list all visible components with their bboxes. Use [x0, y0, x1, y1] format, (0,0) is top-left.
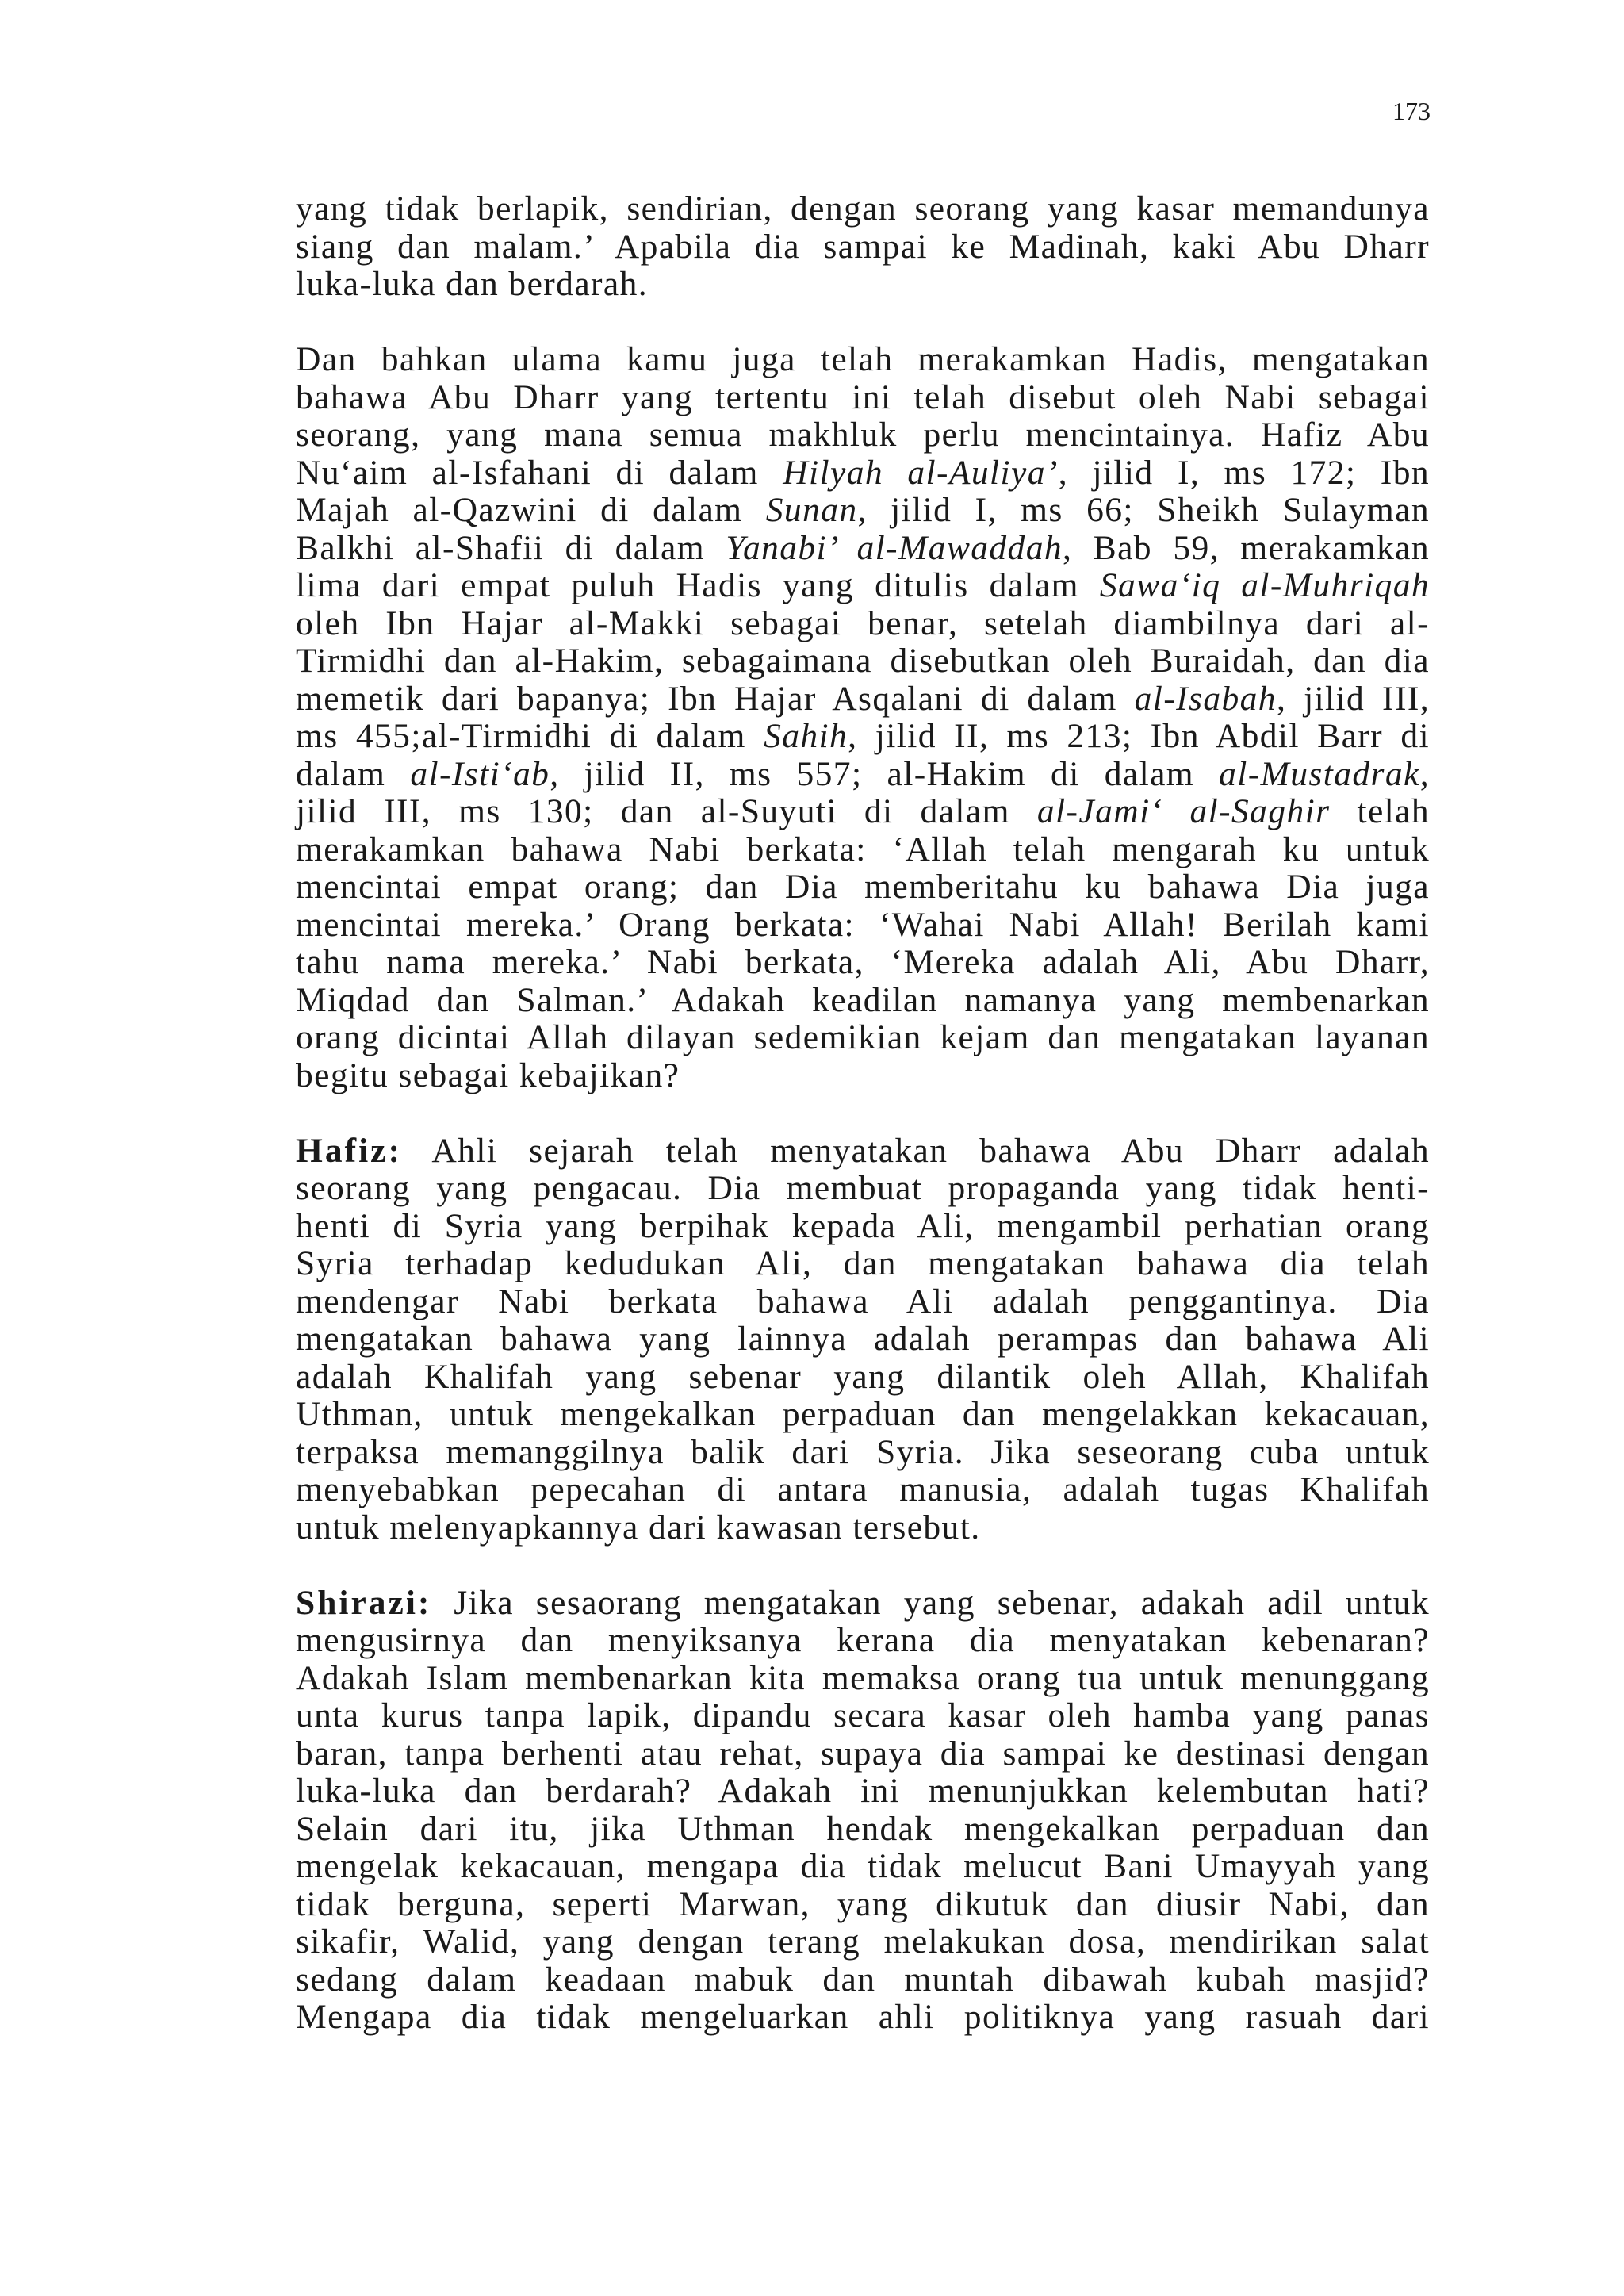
text-run: mencintai mereka.’ Orang berkata: ‘Wahai Nabi Allah! Berilah kami: [296, 905, 1430, 944]
text-line: [296, 1509, 1430, 1547]
text-run: orang dicintai Allah dilayan sedemikian kejam dan mengatakan layanan: [296, 1018, 1430, 1056]
text-run: , jilid II, ms 213; Ibn Abdil Barr di: [848, 717, 1430, 755]
text-line: [296, 1660, 1430, 1698]
book-title: al-Mustadrak: [1219, 754, 1420, 793]
text-run: siang dan malam.’ Apabila dia sampai ke Madinah, kaki Abu Dharr: [296, 227, 1430, 266]
text-line: [296, 454, 1430, 493]
text-line: [296, 680, 1430, 719]
text-run: memetik dari bapanya; Ibn Hajar Asqalani di dalam: [296, 679, 1135, 718]
text-run: , jilid II, ms 557; al-Hakim di dalam: [550, 754, 1220, 793]
text-run: bahawa Abu Dharr yang tertentu ini telah disebut oleh Nabi sebagai: [296, 378, 1430, 416]
text-run: seorang yang pengacau. Dia membuat propaganda yang tidak henti-: [296, 1169, 1430, 1207]
text-line: [296, 1735, 1430, 1773]
text-line: [296, 944, 1430, 982]
text-line: [296, 982, 1430, 1020]
text-run: adalah Khalifah yang sebenar yang dilantik oleh Allah, Khalifah: [296, 1357, 1430, 1396]
paragraph: [296, 1133, 1430, 1547]
speaker-label: Shirazi:: [296, 1583, 432, 1622]
text-run: jilid III, ms 130; dan al-Suyuti di dalam: [296, 792, 1037, 830]
text-run: seorang, yang mana semua makhluk perlu mencintainya. Hafiz Abu: [296, 416, 1430, 454]
text-line: [296, 907, 1430, 945]
text-line: [296, 1773, 1430, 1811]
text-run: untuk melenyapkannya dari kawasan tersebut.: [296, 1508, 981, 1547]
text-line: [296, 379, 1430, 417]
text-run: sikafir, Walid, yang dengan terang melakukan dosa, mendirikan salat: [296, 1922, 1430, 1961]
text-line: [296, 1471, 1430, 1509]
text-run: Miqdad dan Salman.’ Adakah keadilan namanya yang membenarkan: [296, 980, 1430, 1019]
text-run: menyebabkan pepecahan di antara manusia, adalah tugas Khalifah: [296, 1470, 1430, 1508]
text-run: , Bab 59, merakamkan: [1063, 528, 1430, 567]
speaker-label: Hafiz:: [296, 1131, 402, 1170]
text-line: [296, 1245, 1430, 1283]
text-run: ms 455;al-Tirmidhi di dalam: [296, 717, 764, 755]
text-line: [296, 1359, 1430, 1397]
text-run: Tirmidhi dan al-Hakim, sebagaimana disebutkan oleh Buraidah, dan dia: [296, 642, 1430, 680]
text-run: , jilid III,: [1276, 679, 1430, 718]
book-title: Sahih: [764, 717, 848, 755]
text-run: ,: [1419, 754, 1430, 793]
text-run: unta kurus tanpa lapik, dipandu secara kasar oleh hamba yang panas: [296, 1696, 1430, 1734]
text-run: luka-luka dan berdarah.: [296, 265, 649, 303]
page-number: 173: [1392, 97, 1431, 125]
text-run: , jilid I, ms 66; Sheikh Sulayman: [857, 491, 1430, 529]
text-run: mengatakan bahawa yang lainnya adalah perampas dan bahawa Ali: [296, 1320, 1430, 1358]
text-line: [296, 266, 1430, 304]
text-line: [296, 190, 1430, 228]
text-line: [296, 868, 1430, 907]
book-title: Hilyah al-Auliya’: [783, 453, 1059, 492]
text-run: henti di Syria yang berpihak kepada Ali, mengambil perhatian orang: [296, 1206, 1430, 1245]
text-run: Mengapa dia tidak mengeluarkan ahli politiknya yang rasuah dari: [296, 1998, 1430, 2036]
text-run: Syria terhadap kedudukan Ali, dan mengatakan bahawa dia telah: [296, 1244, 1430, 1282]
text-line: [296, 1886, 1430, 1924]
text-run: yang tidak berlapik, sendirian, dengan seorang yang kasar memandunya: [296, 190, 1430, 228]
paragraph: [296, 190, 1430, 304]
paragraph: [296, 1585, 1430, 2037]
text-run: oleh Ibn Hajar al-Makki sebagai benar, setelah diambilnya dari al-: [296, 604, 1430, 642]
text-line: [296, 567, 1430, 605]
text-run: Majah al-Qazwini di dalam: [296, 491, 766, 529]
text-line: [296, 1434, 1430, 1472]
book-title: al-Isabah: [1134, 679, 1277, 718]
text-line: [296, 1208, 1430, 1246]
book-title: Sunan: [765, 491, 858, 529]
text-line: [296, 1133, 1430, 1171]
text-run: merakamkan bahawa Nabi berkata: ‘Allah telah mengarah ku untuk: [296, 830, 1430, 868]
text-line: [296, 1170, 1430, 1208]
text-run: sedang dalam keadaan mabuk dan muntah dibawah kubah masjid?: [296, 1960, 1430, 1999]
text-line: [296, 605, 1430, 643]
text-run: mengelak kekacauan, mengapa dia tidak melucut Bani Umayyah yang: [296, 1847, 1430, 1885]
text-run: luka-luka dan berdarah? Adakah ini menunjukkan kelembutan hati?: [296, 1772, 1430, 1810]
text-line: [296, 1923, 1430, 1961]
text-line: [296, 642, 1430, 680]
text-run: mencintai empat orang; dan Dia memberitahu ku bahawa Dia juga: [296, 868, 1430, 906]
text-run: mengusirnya dan menyiksanya kerana dia menyatakan kebenaran?: [296, 1621, 1430, 1659]
text-run: tahu nama mereka.’ Nabi berkata, ‘Mereka adalah Ali, Abu Dharr,: [296, 943, 1430, 981]
text-run: lima dari empat puluh Hadis yang ditulis dalam: [296, 566, 1100, 604]
text-line: [296, 718, 1430, 756]
text-line: [296, 228, 1430, 266]
book-title: al-Isti‘ab: [410, 754, 550, 793]
text-run: , jilid I, ms 172; Ibn: [1058, 453, 1430, 492]
text-run: Ahli sejarah telah menyatakan bahawa Abu Dharr adalah: [401, 1131, 1430, 1170]
text-line: [296, 492, 1430, 530]
text-line: [296, 416, 1430, 454]
text-line: [296, 1811, 1430, 1849]
text-line: [296, 1961, 1430, 1999]
text-run: baran, tanpa berhenti atau rehat, supaya dia sampai ke destinasi dengan: [296, 1734, 1430, 1773]
text-line: [296, 341, 1430, 379]
text-run: Jika sesaorang mengatakan yang sebenar, adakah adil untuk: [431, 1583, 1430, 1622]
text-run: mendengar Nabi berkata bahawa Ali adalah penggantinya. Dia: [296, 1282, 1430, 1320]
text-run: Selain dari itu, jika Uthman hendak mengekalkan perpaduan dan: [296, 1809, 1430, 1848]
book-title: Yanabi’ al-Mawaddah: [726, 528, 1063, 567]
body-text: [296, 190, 1430, 2037]
text-line: [296, 1585, 1430, 1623]
text-run: begitu sebagai kebajikan?: [296, 1056, 680, 1094]
text-line: [296, 1848, 1430, 1886]
text-run: dalam: [296, 754, 411, 793]
text-line: [296, 1019, 1430, 1057]
text-run: Dan bahkan ulama kamu juga telah merakamkan Hadis, mengatakan: [296, 340, 1430, 378]
paragraph: [296, 341, 1430, 1094]
text-line: [296, 530, 1430, 568]
text-line: [296, 1999, 1430, 2037]
text-run: telah: [1330, 792, 1430, 830]
text-line: [296, 1057, 1430, 1095]
text-run: Uthman, untuk mengekalkan perpaduan dan mengelakkan kekacauan,: [296, 1395, 1430, 1433]
text-line: [296, 1396, 1430, 1434]
text-line: [296, 1622, 1430, 1660]
text-run: terpaksa memanggilnya balik dari Syria. Jika seseorang cuba untuk: [296, 1432, 1430, 1471]
text-run: Balkhi al-Shafii di dalam: [296, 528, 726, 567]
book-title: Sawa‘iq al-Muhriqah: [1099, 566, 1430, 604]
text-line: [296, 831, 1430, 869]
text-line: [296, 1697, 1430, 1735]
book-title: al-Jami‘ al-Saghir: [1036, 792, 1331, 830]
text-run: Nu‘aim al-Isfahani di dalam: [296, 453, 783, 492]
text-run: Adakah Islam membenarkan kita memaksa orang tua untuk menunggang: [296, 1658, 1430, 1697]
text-line: [296, 793, 1430, 831]
text-line: [296, 1320, 1430, 1359]
text-run: tidak berguna, seperti Marwan, yang dikutuk dan diusir Nabi, dan: [296, 1884, 1430, 1923]
text-line: [296, 756, 1430, 794]
text-line: [296, 1283, 1430, 1321]
